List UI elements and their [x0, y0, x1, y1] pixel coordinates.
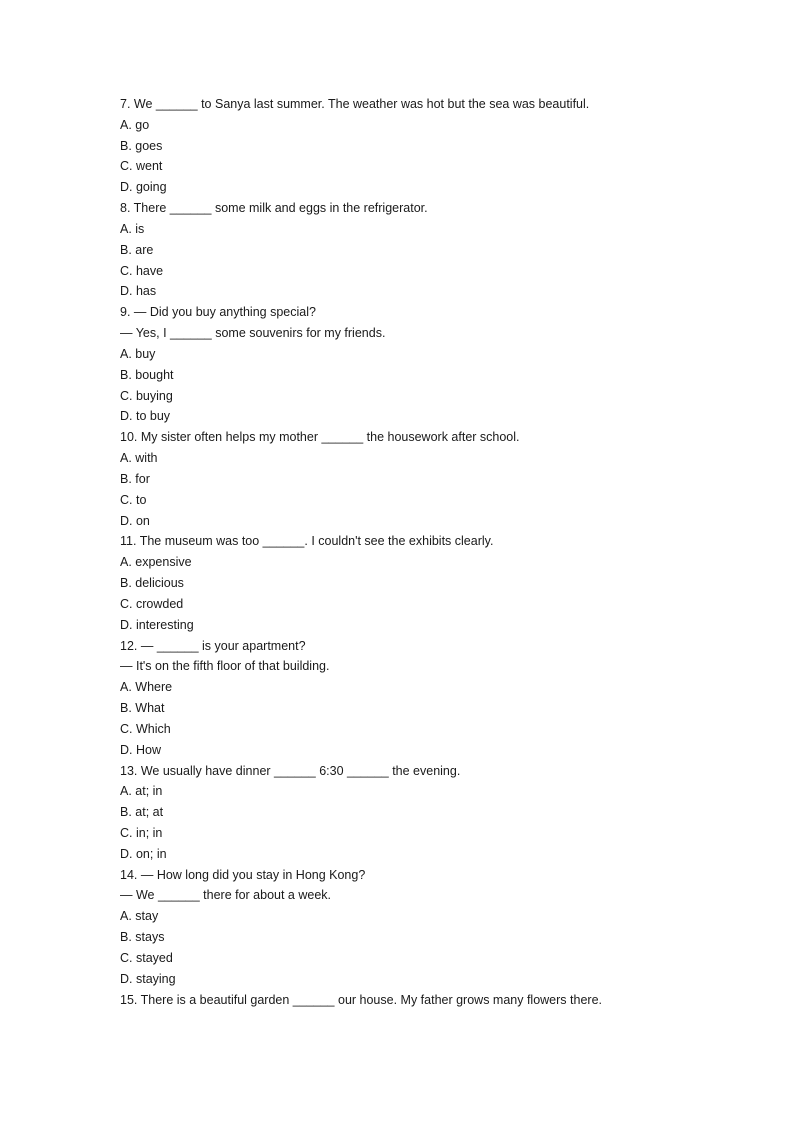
question-7-option-c: C. went [120, 159, 163, 174]
question-10-stem: 10. My sister often helps my mother ______ the housework after school. [120, 430, 520, 445]
question-7-option-d: D. going [120, 180, 167, 195]
question-12-reply: — It's on the fifth floor of that building. [120, 659, 330, 674]
question-13-option-a: A. at; in [120, 784, 163, 799]
question-14-reply: — We ______ there for about a week. [120, 888, 332, 903]
question-12-option-c: C. Which [120, 721, 171, 736]
question-14-option-b: B. stays [120, 930, 165, 945]
question-11-option-a: A. expensive [120, 555, 192, 570]
question-12-option-a: A. Where [120, 680, 173, 695]
question-12-option-b: B. What [120, 701, 165, 716]
question-9-reply: — Yes, I ______ some souvenirs for my friends. [120, 326, 386, 341]
question-12-option-d: D. How [120, 742, 161, 757]
question-13-option-c: C. in; in [120, 825, 163, 840]
question-8-option-d: D. has [120, 284, 157, 299]
question-14-option-a: A. stay [120, 909, 159, 924]
question-10-option-c: C. to [120, 492, 147, 507]
question-9-stem: 9. — Did you buy anything special? [120, 305, 316, 320]
question-10-option-b: B. for [120, 471, 150, 486]
question-9-option-d: D. to buy [120, 409, 171, 424]
document-page [120, 94, 720, 1010]
question-8-option-b: B. are [120, 242, 154, 257]
question-10-option-a: A. with [120, 451, 158, 466]
question-15-stem: 15. There is a beautiful garden ______ our house. My father grows many flowers there. [120, 992, 602, 1007]
question-14-option-d: D. staying [120, 971, 176, 986]
question-11-stem: 11. The museum was too ______. I couldn't see the exhibits clearly. [120, 534, 494, 549]
question-7-stem: 7. We ______ to Sanya last summer. The weather was hot but the sea was beautiful. [120, 97, 590, 111]
question-14-option-c: C. stayed [120, 950, 173, 965]
question-8-stem: 8. There ______ some milk and eggs in the refrigerator. [120, 201, 428, 216]
question-9-option-a: A. buy [120, 346, 156, 361]
question-13-option-b: B. at; at [120, 805, 164, 820]
question-8-option-c: C. have [120, 263, 164, 278]
question-8-option-a: A. is [120, 221, 145, 236]
question-7-option-b: B. goes [120, 138, 163, 153]
question-13-stem: 13. We usually have dinner ______ 6:30 ______ the evening. [120, 763, 461, 778]
question-11-option-c: C. crowded [120, 596, 184, 611]
question-7-option-a: A. go [120, 117, 150, 132]
question-9-option-b: B. bought [120, 367, 174, 382]
question-11-option-b: B. delicious [120, 576, 184, 591]
question-10-option-d: D. on [120, 513, 150, 528]
question-12-stem: 12. — ______ is your apartment? [120, 638, 306, 653]
question-9-option-c: C. buying [120, 388, 173, 403]
question-14-stem: 14. — How long did you stay in Hong Kong? [120, 867, 366, 882]
question-13-option-d: D. on; in [120, 846, 167, 861]
question-11-option-d: D. interesting [120, 617, 194, 632]
